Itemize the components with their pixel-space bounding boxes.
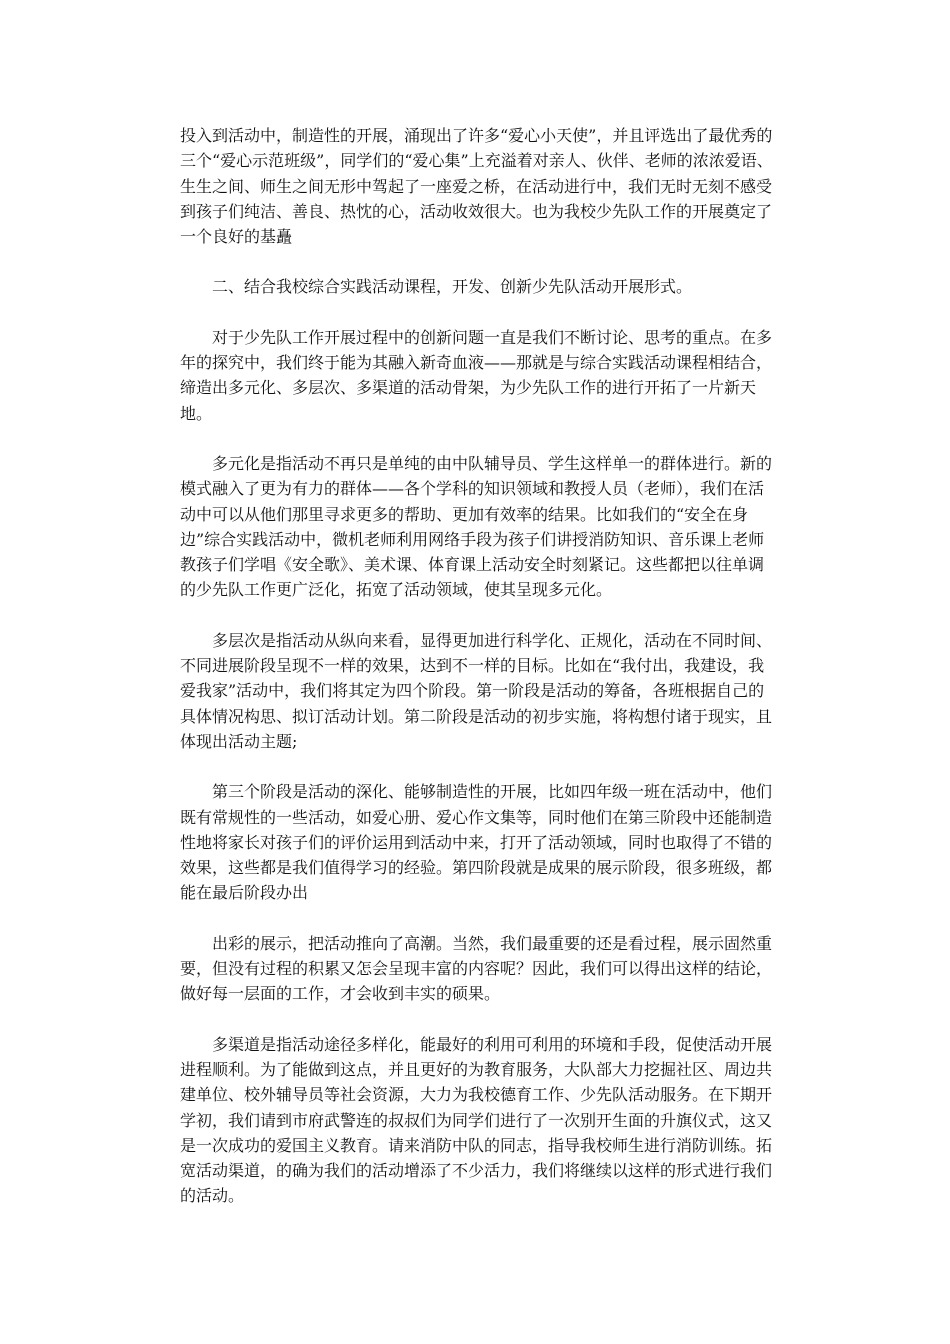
section-heading: 二、结合我校综合实践活动课程，开发、创新少先队活动开展形式。 [212,277,693,297]
paragraph-innovation: 对于少先队工作开展过程中的创新问题一直是我们不断讨论、思考的重点。在多年的探究中，我们终于能为其融入新奇血液——那就是与综合实践活动课程相结合，缔造出多元化、多层次、多渠道的活动骨架，为少先队工作的进行开拓了一片新天地。 [180,327,773,423]
paragraph-continuation: 投入到活动中，制造性的开展，涌现出了许多“爱心小天使”，并且评选出了最优秀的三个“爱心示范班级”，同学们的“爱心集”上充溢着对亲人、伙伴、老师的浓浓爱语、生生之间、师生之间无形中驾起了一座爱之桥，在活动进行中，我们无时无刻不感受到孩子们纯洁、善良、热忱的心，活动收效很大。也为我校少先队工作的开展奠定了一个良好的基矗 [180,126,773,247]
paragraph-third-stage: 第三个阶段是活动的深化、能够制造性的开展，比如四年级一班在活动中，他们既有常规性的一些活动，如爱心册、爱心作文集等，同时他们在第三阶段中还能制造性地将家长对孩子们的评价运用到活动中来，打开了活动领域，同时也取得了不错的效果，这些都是我们值得学习的经验。第四阶段就是成果的展示阶段，很多班级，都能在最后阶段办出 [180,782,773,903]
paragraph-showcase: 出彩的展示，把活动推向了高潮。当然，我们最重要的还是看过程，展示固然重要，但没有过程的积累又怎会呈现丰富的内容呢？因此，我们可以得出这样的结论，做好每一层面的工作，才会收到丰实的硕果。 [180,933,773,1004]
paragraph-multichannel: 多渠道是指活动途径多样化，能最好的利用可利用的环境和手段，促使活动开展进程顺利。为了能做到这点，并且更好的为教育服务，大队部大力挖掘社区、周边共建单位、校外辅导员等社会资源，大力为我校德育工作、少先队活动服务。在下期开学初，我们请到市府武警连的叔叔们为同学们进行了一次别开生面的升旗仪式，这又是一次成功的爱国主义教育。请来消防中队的同志，指导我校师生进行消防训练。拓宽活动渠道，的确为我们的活动增添了不少活力，我们将继续以这样的形式进行我们的活动。 [180,1034,773,1206]
paragraph-multilevel: 多层次是指活动从纵向来看，显得更加进行科学化、正规化，活动在不同时间、不同进展阶段呈现不一样的效果，达到不一样的目标。比如在“我付出，我建设，我爱我家”活动中，我们将其定为四个阶段。第一阶段是活动的筹备，各班根据自己的具体情况构思、拟订活动计划。第二阶段是活动的初步实施，将构想付诸于现实，且体现出活动主题; [180,630,773,751]
paragraph-diversification: 多元化是指活动不再只是单纯的由中队辅导员、学生这样单一的群体进行。新的模式融入了更为有力的群体——各个学科的知识领域和教授人员（老师），我们在活动中可以从他们那里寻求更多的帮助、更加有效率的结果。比如我们的“安全在身边”综合实践活动中，微机老师利用网络手段为孩子们讲授消防知识、音乐课上老师教孩子们学唱《安全歌》、美术课、体育课上活动安全时刻紧记。这些都把以往单调的少先队工作更广泛化，拓宽了活动领域，使其呈现多元化。 [180,453,773,600]
document-page [180,123,774,1234]
